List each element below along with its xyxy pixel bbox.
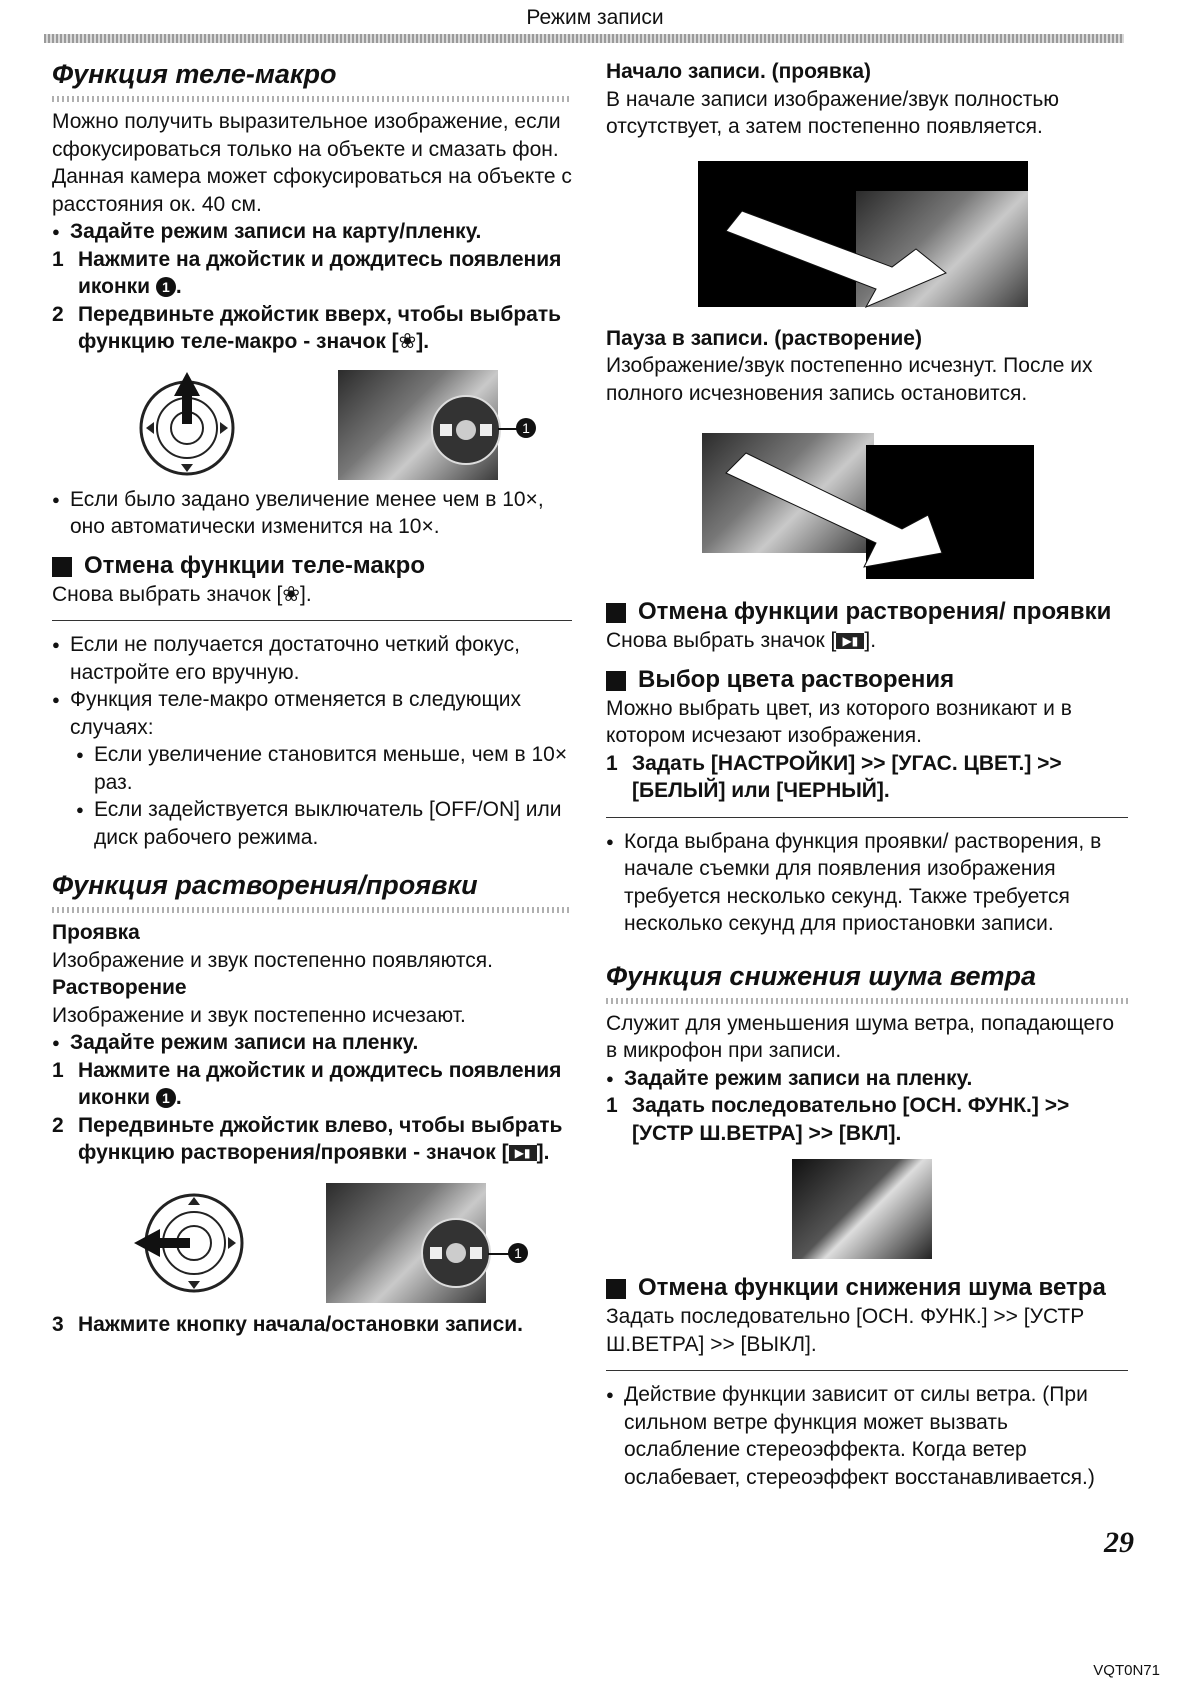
tele-sub-bullet: ● Если увеличение становится меньше, чем в 10× раз.: [76, 741, 572, 796]
cancel-fade-title: Отмена функции растворения/ проявки: [606, 597, 1128, 627]
tele-step-2: 2 Передвиньте джойстик вверх, чтобы выбрать функцию теле-макро - значок [❀].: [52, 302, 562, 353]
wind-cancel-text: Задать последовательно [ОСН. ФУНК.] >> [УСТР Ш.ВЕТРА] >> [ВЫКЛ].: [606, 1305, 1085, 1356]
fade-prereq: ● Задайте режим записи на пленку.: [52, 1029, 572, 1057]
tele-cancel-text: Снова выбрать значок [❀].: [52, 582, 312, 606]
tele-bullet: ● Функция теле-макро отменяется в следующих случаях:: [52, 686, 572, 741]
tele-prereq: ● Задайте режим записи на карту/пленку.: [52, 218, 572, 246]
tele-macro-title: Функция теле-макро: [52, 59, 337, 89]
tele-cancel-title: Отмена функции теле-макро: [52, 551, 572, 581]
fade-color-title: Выбор цвета растворения: [606, 665, 1128, 695]
fade-color-text: Можно выбрать цвет, из которого возникают и в котором исчезают изображения.: [606, 696, 1072, 747]
fade-step-2: 2 Передвиньте джойстик влево, чтобы выбрать функцию растворения/проявки - значок [ ▶▮ ].: [52, 1113, 563, 1164]
callout-1-icon: 1: [516, 418, 536, 438]
fade-in-illustration: [606, 161, 1128, 311]
divider: [606, 817, 1128, 818]
joystick-up-icon: [132, 370, 242, 480]
wind-text: Служит для уменьшения шума ветра, попадающего в микрофон при записи.: [606, 1011, 1115, 1062]
tele-intro: Можно получить выразительное изображение, если сфокусироваться только на объекте и смазать фон. Данная камера может сфокусироваться на объекте с расстояния ок. 40 см.: [52, 110, 572, 216]
pause-label: Пауза в записи. (растворение): [606, 326, 922, 350]
tele-macro-icon: ❀: [398, 330, 417, 353]
callout-line: [488, 1253, 510, 1255]
callout-1-icon: 1: [508, 1243, 528, 1263]
fadein-text: Изображение и звук постепенно появляются.: [52, 948, 493, 972]
fade-color-step: 1 Задать [НАСТРОЙКИ] >> [УГАС. ЦВЕТ.] >> [БЕЛЫЙ] или [ЧЕРНЫЙ].: [606, 751, 1062, 802]
wind-figure: [606, 1159, 1128, 1263]
tele-sub-bullet: ● Если задействуется выключатель [OFF/ON] или диск рабочего режима.: [76, 796, 572, 851]
wind-step: 1 Задать последовательно [ОСН. ФУНК.] >> [УСТР Ш.ВЕТРА] >> [ВКЛ].: [606, 1094, 1070, 1145]
fade-figure: [52, 1183, 572, 1307]
title-underline: [606, 998, 1128, 1004]
fadeout-label: Растворение: [52, 976, 187, 999]
document-code: VQT0N71: [1093, 1662, 1160, 1679]
right-column: [606, 58, 1128, 1491]
page-header-title: Режим записи: [526, 6, 664, 29]
page-number: 29: [1104, 1526, 1134, 1559]
cancel-fade-text: Снова выбрать значок [ ▶▮ ].: [606, 629, 877, 652]
fade-out-illustration: [606, 433, 1128, 583]
wind-prereq: ● Задайте режим записи на пленку.: [606, 1065, 1128, 1093]
fade-title: Функция растворения/проявки: [52, 870, 478, 900]
arrow-icon: [716, 433, 976, 583]
joystick-left-icon: [132, 1183, 252, 1303]
pause-text: Изображение/звук постепенно исчезнут. После их полного исчезновения запись остановится.: [606, 354, 1093, 405]
fadein-label: Проявка: [52, 921, 140, 944]
fade-note: ● Когда выбрана функция проявки/ растворения, в начале съемки для появления изображения требуется несколько секунд. Также требуется несколько секунд для приостановки записи.: [606, 828, 1128, 938]
fade-icon: ▶▮: [509, 1145, 537, 1161]
wind-photo: [792, 1159, 932, 1259]
callout-line: [498, 428, 518, 430]
menu-ring-icon: [416, 1213, 496, 1293]
callout-1-icon: 1: [156, 277, 176, 297]
fade-step-1: 1 Нажмите на джойстик и дождитесь появления иконки 1 .: [52, 1058, 562, 1109]
callout-1-icon: 1: [156, 1088, 176, 1108]
tele-bullet: ● Если не получается достаточно четкий фокус, настройте его вручную.: [52, 631, 572, 686]
wind-cancel-title: Отмена функции снижения шума ветра: [606, 1273, 1128, 1303]
menu-ring-icon: [426, 390, 506, 470]
header-bar: [44, 34, 1124, 43]
tele-macro-icon: ❀: [282, 582, 300, 606]
left-column: [52, 58, 572, 1338]
arrow-icon: [716, 161, 976, 311]
tele-figure: [52, 370, 572, 480]
title-underline: [52, 907, 572, 913]
fadeout-text: Изображение и звук постепенно исчезают.: [52, 1003, 466, 1027]
tele-note: ● Если было задано увеличение менее чем в 10×, оно автоматически изменится на 10×.: [52, 486, 572, 541]
title-underline: [52, 96, 572, 102]
divider: [52, 620, 572, 621]
fade-step-3: 3 Нажмите кнопку начала/остановки записи.: [52, 1312, 523, 1336]
wind-title: Функция снижения шума ветра: [606, 960, 1037, 991]
divider: [606, 1370, 1128, 1371]
start-label: Начало записи. (проявка): [606, 60, 872, 83]
start-text: В начале записи изображение/звук полностью отсутствует, а затем постепенно появляется.: [606, 87, 1060, 138]
tele-step-1: 1 Нажмите на джойстик и дождитесь появления иконки 1 .: [52, 247, 562, 298]
fade-icon: ▶▮: [836, 633, 864, 649]
wind-note: ● Действие функции зависит от силы ветра. (При сильном ветре функция может вызвать ослабление стереоэффекта. Когда ветер ослабевает, стереоэффект восстанавливается.): [606, 1381, 1128, 1491]
